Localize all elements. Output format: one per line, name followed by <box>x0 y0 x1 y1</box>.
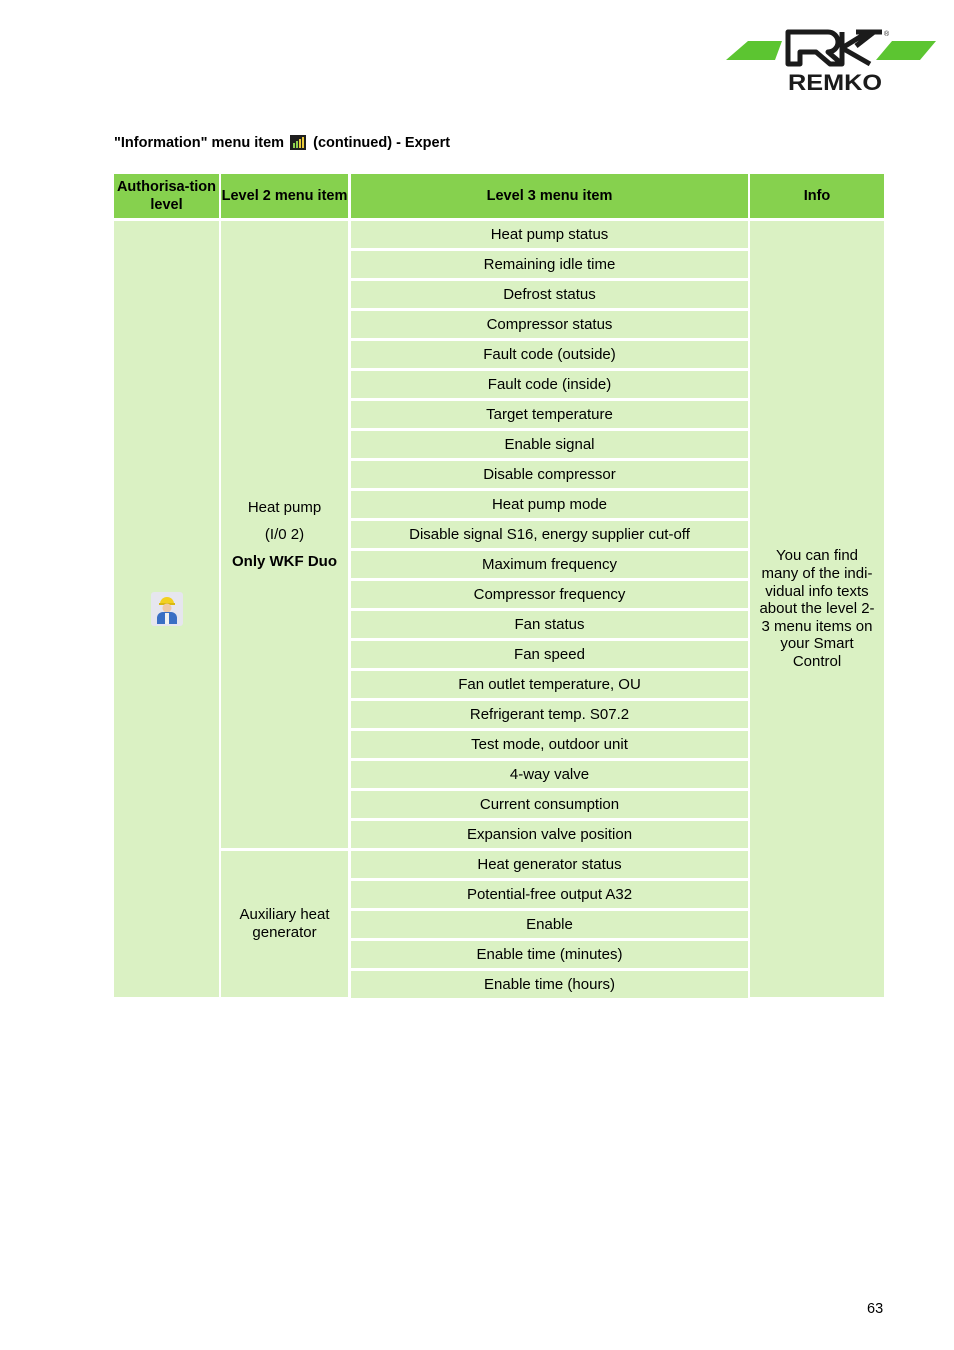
level3-menu-item: Remaining idle time <box>351 251 748 278</box>
heat-pump-note: Only WKF Duo <box>232 553 337 570</box>
heading-suffix: (continued) - Expert <box>313 135 451 151</box>
level3-menu-item: Fan outlet temperature, OU <box>351 671 748 698</box>
header-authorisation: Authorisa-tion level <box>114 174 219 218</box>
section-heading <box>114 135 450 151</box>
brand-name: REMKO <box>788 70 882 94</box>
level3-menu-item: Current consumption <box>351 791 748 818</box>
level3-menu-item: Target temperature <box>351 401 748 428</box>
level3-menu-item: Defrost status <box>351 281 748 308</box>
level3-menu-item: Enable signal <box>351 431 748 458</box>
expert-user-icon <box>151 592 183 626</box>
level3-menu-item: Expansion valve position <box>351 821 748 848</box>
heat-pump-code: (I/0 2) <box>264 526 305 543</box>
authorisation-cell <box>114 221 219 997</box>
info-bars-icon <box>290 135 306 150</box>
header-info: Info <box>750 174 884 218</box>
header-level2: Level 2 menu item <box>221 174 348 218</box>
level3-menu-item: Fan speed <box>351 641 748 668</box>
level3-menu-item: Compressor status <box>351 311 748 338</box>
heat-pump-label: Heat pump <box>247 499 322 516</box>
level3-menu-item: Enable <box>351 911 748 938</box>
remko-logo <box>724 28 938 94</box>
level3-menu-item: Fault code (outside) <box>351 341 748 368</box>
level3-menu-item: Heat pump mode <box>351 491 748 518</box>
level3-menu-item: 4-way valve <box>351 761 748 788</box>
level3-menu-item: Test mode, outdoor unit <box>351 731 748 758</box>
level3-menu-item: Enable time (hours) <box>351 971 748 998</box>
heading-prefix: "Information" menu item <box>114 135 285 151</box>
level3-menu-item: Refrigerant temp. S07.2 <box>351 701 748 728</box>
level3-menu-item: Potential-free output A32 <box>351 881 748 908</box>
level3-menu-item: Disable signal S16, energy supplier cut-off <box>351 521 748 548</box>
level3-menu-item: Heat pump status <box>351 221 748 248</box>
level3-menu-item: Heat generator status <box>351 851 748 878</box>
level3-menu-item: Maximum frequency <box>351 551 748 578</box>
level3-menu-item: Compressor frequency <box>351 581 748 608</box>
level3-menu-item: Fault code (inside) <box>351 371 748 398</box>
page-number: 63 <box>867 1301 884 1317</box>
level3-menu-item: Disable compressor <box>351 461 748 488</box>
header-level3: Level 3 menu item <box>351 174 748 218</box>
level3-menu-item: Fan status <box>351 611 748 638</box>
registered-mark: ® <box>884 31 890 38</box>
level3-menu-item: Enable time (minutes) <box>351 941 748 968</box>
level2-aux-heat-generator: Auxiliary heat generator <box>221 851 348 997</box>
level2-heat-pump <box>221 221 348 848</box>
info-cell: You can find many of the indi-vidual info texts about the level 2-3 menu items on your Smart Control <box>750 221 884 997</box>
